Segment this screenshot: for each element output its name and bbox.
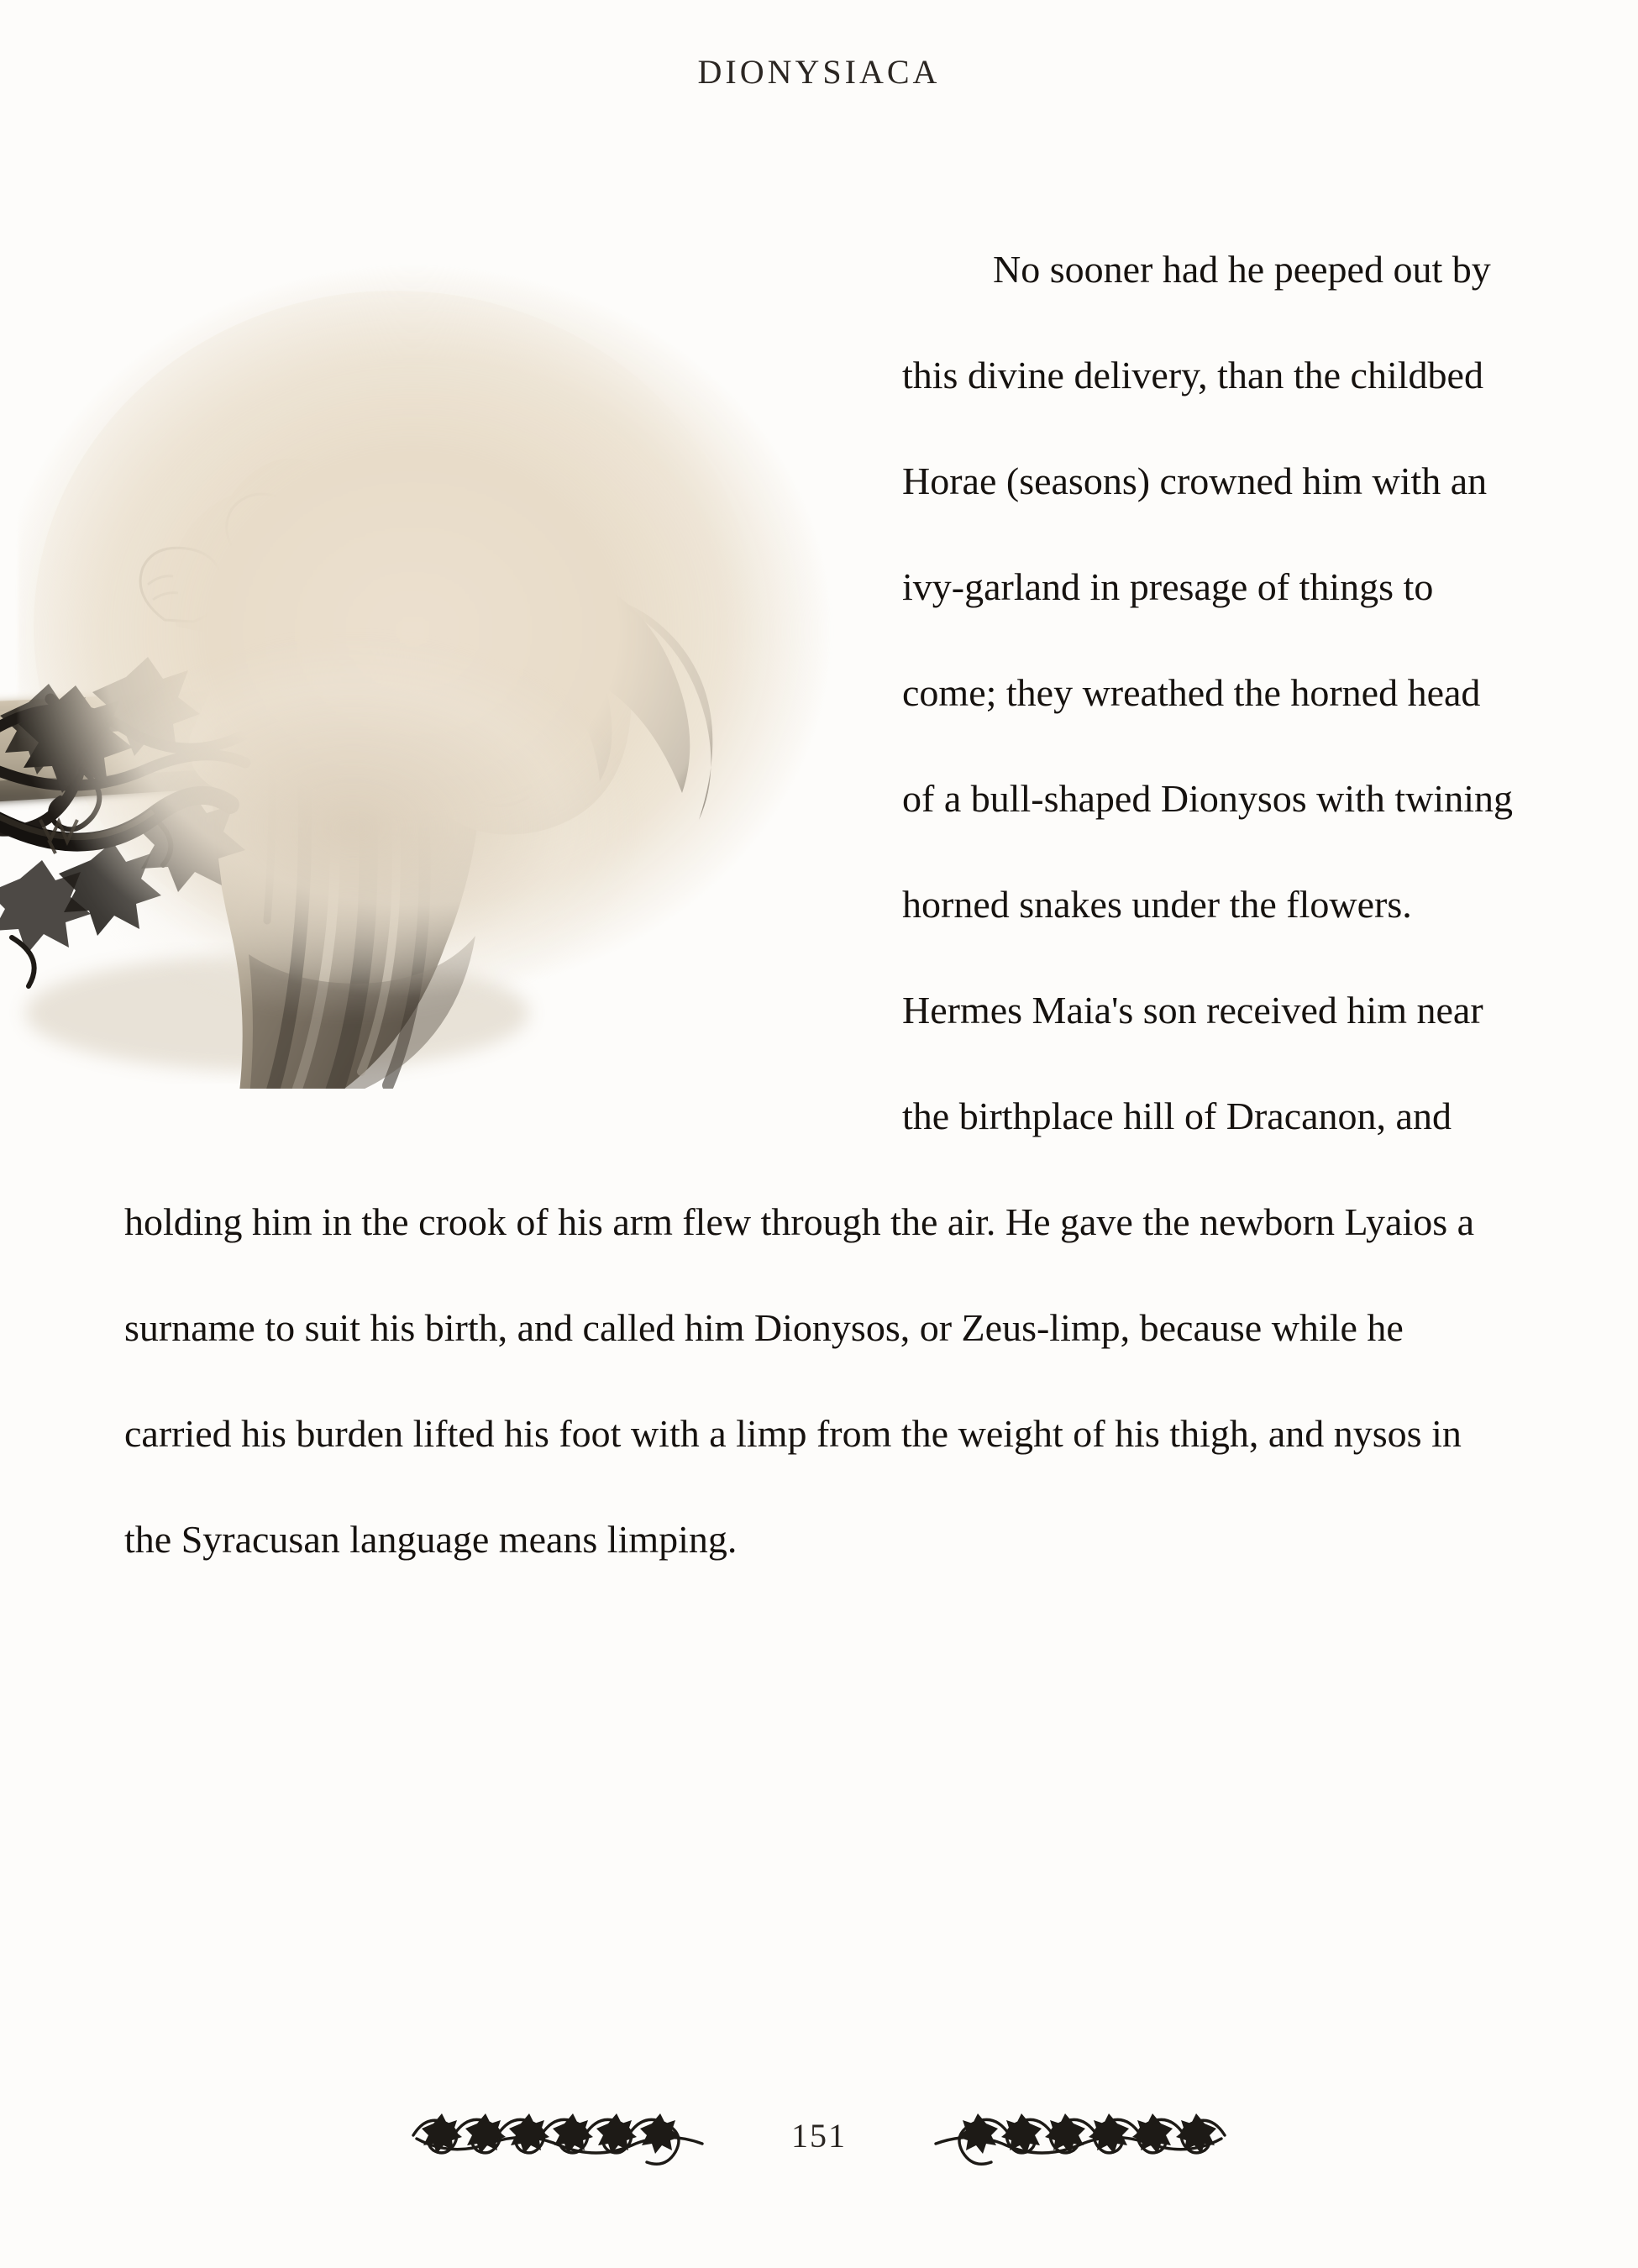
infant-dionysos-illustration	[0, 232, 874, 1089]
illustration-lower-wash	[34, 593, 672, 1063]
page-number: 151	[791, 2116, 847, 2155]
body-text-column	[124, 217, 1514, 1593]
ivy-vine-ornament-right	[872, 2102, 1242, 2169]
running-head: DIONYSIACA	[697, 53, 941, 91]
illustration-canvas	[0, 232, 874, 1089]
paragraph-1: No sooner had he peeped out by this divine delivery, than the childbed Horae (seasons) crowned him with an ivy-garland in presage of things to come; they wreathed the horned head of a bull-shaped Dionysos with twining horned snakes under the flowers. Hermes Maia's son received him near the birthplace hill of Dracanon, and holding him in the crook of his arm flew through the air. He gave the newborn Lyaios a surname to suit his birth, and called him Dionysos, or Zeus-limp, because while he carried his burden lifted his foot with a limp from the weight of his thigh, and nysos in the Syracusan language means limping.	[124, 248, 1513, 1561]
folio-row	[0, 2102, 1638, 2169]
ivy-vine-ornament-left	[396, 2102, 766, 2169]
